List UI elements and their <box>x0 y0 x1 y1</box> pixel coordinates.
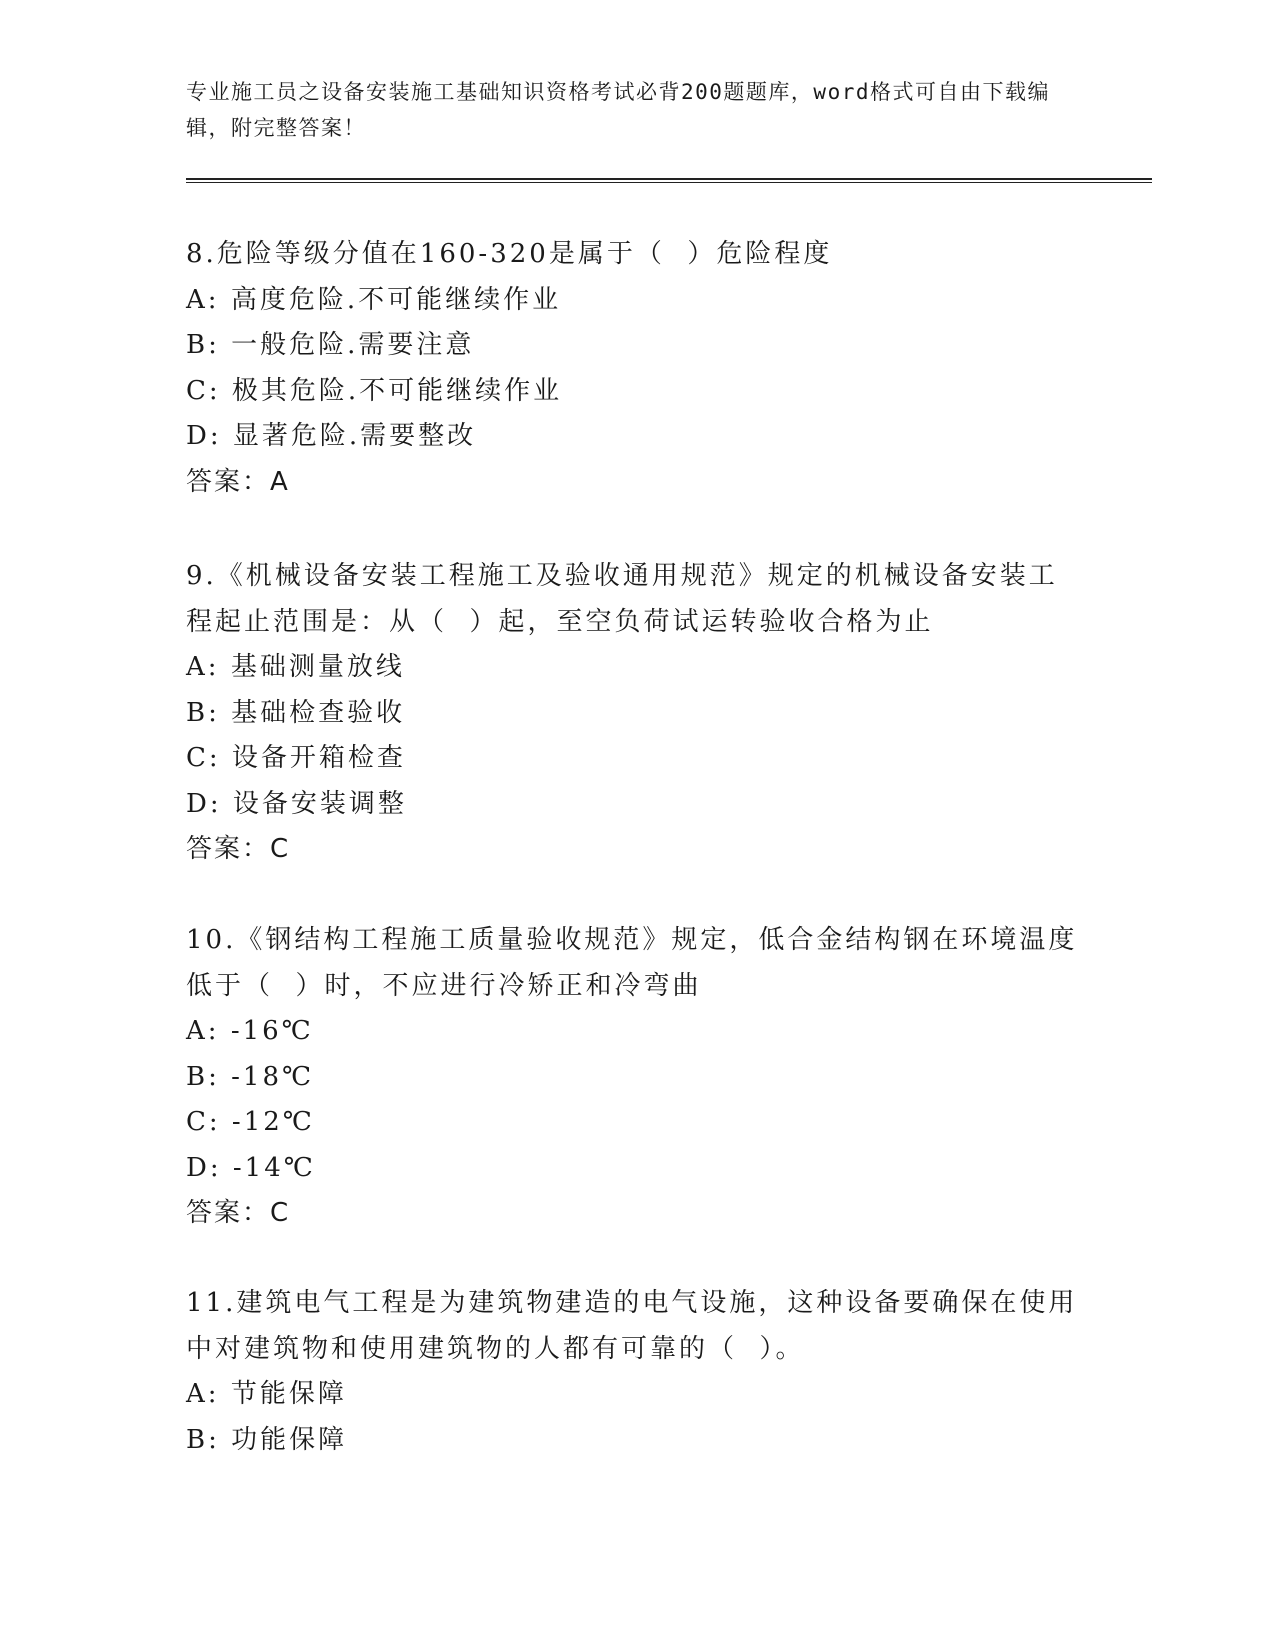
option-text: 基础检查验收 <box>231 697 406 728</box>
option-letter: D: <box>186 1152 222 1183</box>
option-letter: B: <box>186 697 220 728</box>
option-text: -18℃ <box>231 1061 315 1092</box>
option-c <box>186 1100 1086 1146</box>
option-text: 一般危险.需要注意 <box>231 330 475 360</box>
option-letter: B: <box>186 1424 220 1455</box>
question-stem: 11.建筑电气工程是为建筑物建造的电气设施，这种设备要确保在使用中对建筑物和使用建筑物的人都有可靠的（ ）。 <box>186 1288 1078 1364</box>
option-letter: C: <box>186 743 221 773</box>
option-text: -14℃ <box>232 1152 316 1183</box>
option-b <box>186 691 1086 737</box>
option-a <box>186 1009 1086 1055</box>
question-block <box>186 554 1086 873</box>
question-stem: 9.《机械设备安装工程施工及验收通用规范》规定的机械设备安装工程起止范围是：从（ ）起，至空负荷试运转验收合格为止 <box>186 561 1058 637</box>
option-letter: A: <box>186 652 220 682</box>
option-d <box>186 1146 1086 1192</box>
option-text: -16℃ <box>230 1016 314 1046</box>
option-text: 设备开箱检查 <box>231 743 406 773</box>
option-c <box>186 369 1086 415</box>
option-letter: C: <box>186 375 221 406</box>
answer-line: 答案：C <box>186 834 291 864</box>
option-b <box>186 1418 1086 1464</box>
option-a <box>186 645 1086 691</box>
question-block <box>186 1281 1086 1463</box>
question-block <box>186 232 1086 505</box>
option-c <box>186 736 1086 782</box>
option-text: 功能保障 <box>231 1424 348 1455</box>
option-a <box>186 278 1086 324</box>
option-letter: A: <box>186 284 220 315</box>
option-text: 基础测量放线 <box>230 652 405 682</box>
question-stem: 8.危险等级分值在160-320是属于（ ）危险程度 <box>186 239 833 269</box>
option-letter: B: <box>186 1061 220 1092</box>
question-stem: 10.《钢结构工程施工质量验收规范》规定，低合金结构钢在环境温度低于（ ）时，不应进行冷矫正和冷弯曲 <box>186 925 1078 1001</box>
option-letter: D: <box>186 421 222 451</box>
answer-line: 答案：C <box>186 1198 291 1228</box>
option-text: 显著危险.需要整改 <box>232 421 477 451</box>
option-d <box>186 414 1086 460</box>
answer-line: 答案：A <box>186 466 290 497</box>
header-divider <box>186 178 1152 183</box>
option-b <box>186 323 1086 369</box>
option-text: 高度危险.不可能继续作业 <box>230 284 562 315</box>
option-letter: A: <box>186 1379 220 1409</box>
option-text: 节能保障 <box>230 1379 347 1409</box>
option-text: 设备安装调整 <box>232 788 407 819</box>
option-text: 极其危险.不可能继续作业 <box>231 375 563 406</box>
document-header: 专业施工员之设备安装施工基础知识资格考试必背200题题库，word格式可自由下载编辑，附完整答案！ <box>186 80 1050 140</box>
option-letter: D: <box>186 788 222 819</box>
option-letter: C: <box>186 1107 221 1137</box>
option-d <box>186 782 1086 828</box>
option-text: -12℃ <box>231 1107 315 1137</box>
option-b <box>186 1055 1086 1101</box>
option-a <box>186 1372 1086 1418</box>
question-block <box>186 918 1086 1237</box>
option-letter: B: <box>186 330 220 360</box>
option-letter: A: <box>186 1016 220 1046</box>
